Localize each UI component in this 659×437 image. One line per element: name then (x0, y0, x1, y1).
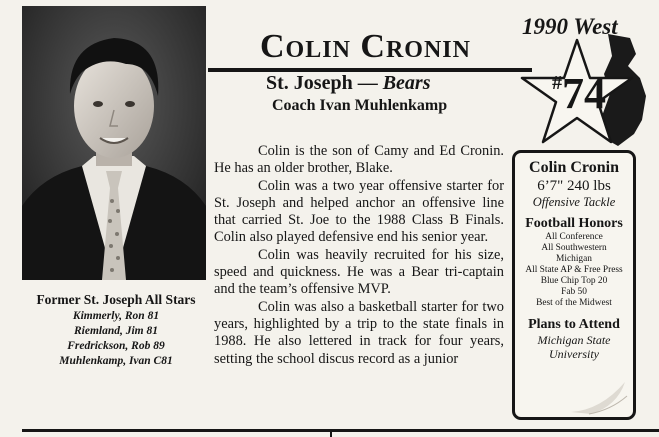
year-region (522, 14, 618, 40)
honor-item: Fab 50 (561, 287, 587, 297)
honor-item: All State AP & Free Press (525, 265, 623, 275)
jersey-value: 74 (562, 69, 606, 118)
honors-title: Football Honors (525, 216, 623, 231)
honor-item: Best of the Midwest (536, 298, 612, 308)
all-star-name: Kimmerly, Ron 81 (72, 310, 160, 322)
jersey-hash: # (552, 72, 562, 94)
plans-school (515, 333, 633, 361)
plans-title: Plans to Attend (528, 317, 620, 332)
biography (214, 143, 504, 368)
bio-paragraph: Colin was heavily recruited for his size, speed and quickness. He was a Bear tri-captain and the team’s offensive MVP. (214, 246, 504, 298)
all-star-name: Fredrickson, Rob 89 (67, 340, 165, 352)
footer-tick (330, 429, 332, 437)
coach-name: Coach Ivan Muhlenkamp (272, 97, 448, 114)
all-star-name: Muhlenkamp, Ivan C81 (59, 355, 173, 367)
player-portrait-image (22, 6, 206, 280)
decorative-gloss-icon (561, 372, 631, 416)
honor-item: Michigan (556, 254, 592, 264)
plans-school-line2: University (549, 347, 599, 361)
separator: — (357, 72, 378, 94)
player-photo (22, 6, 206, 280)
all-stars-title: Former St. Joseph All Stars (36, 292, 196, 307)
player-name-heading: Colin Cronin (260, 28, 471, 65)
team-name: Bears (382, 72, 431, 94)
player-info-box (512, 150, 636, 420)
footer-rule (22, 429, 659, 432)
info-position: Offensive Tackle (532, 195, 616, 209)
bio-paragraph: Colin was also a basketball starter for two years, highlighted by a trip to the state finals in 1988. He also lettered in track for four years, setting the school discus record as a junior (214, 298, 504, 367)
honor-item: All Conference (545, 232, 603, 242)
former-all-stars (18, 292, 214, 369)
school-name: St. Joseph (266, 72, 353, 94)
bio-paragraph: Colin was a two year offensive starter for St. Joseph and helped anchor an offensive line that carried St. Joe to the 1988 Class B Finals. Colin also played defensive end his senior year. (214, 177, 504, 246)
all-star-name: Riemland, Jim 81 (73, 325, 159, 337)
region: West (573, 14, 618, 39)
plans-school-line1: Michigan State (537, 333, 611, 347)
year: 1990 (522, 14, 568, 39)
honor-item: All Southwestern (541, 243, 607, 253)
honor-item: Blue Chip Top 20 (540, 276, 608, 286)
jersey-number (552, 68, 606, 119)
info-player-name: Colin Cronin (529, 159, 619, 176)
school-team-line (266, 72, 431, 95)
info-size: 6’7" 240 lbs (537, 178, 611, 194)
bio-paragraph: Colin is the son of Camy and Ed Cronin. He has an older brother, Blake. (214, 143, 504, 177)
